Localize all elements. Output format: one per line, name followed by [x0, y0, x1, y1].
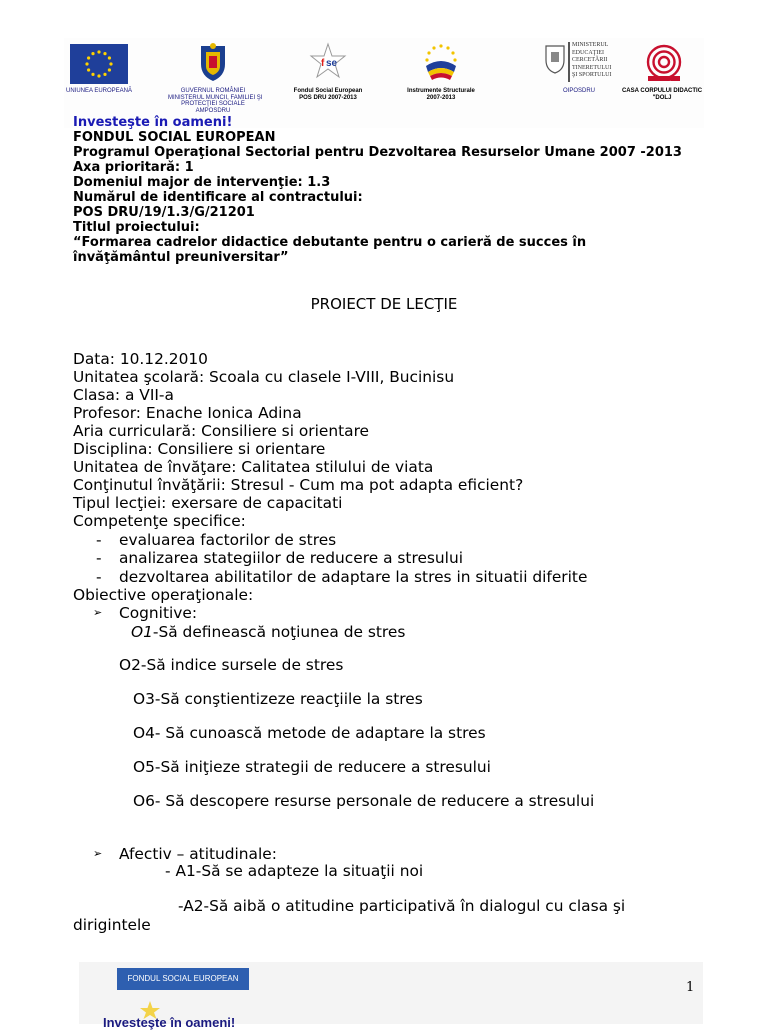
arrow-bullet-icon: ➢	[93, 606, 103, 619]
eu-caption: UNIUNEA EUROPEANĂ	[65, 88, 132, 94]
ccd-small-text: PROFESIONALISM ÎN EDUCAŢIE	[632, 80, 695, 85]
competence-item: dezvoltarea abilitatilor de adaptare la stres in situatii diferite	[119, 568, 588, 586]
header-project-label: Titlul proiectului:	[73, 220, 200, 235]
list-dash: -	[96, 531, 102, 549]
ministry-crest-logo	[544, 44, 566, 74]
detail-teacher: Profesor: Enache Ionica Adina	[73, 404, 302, 422]
objective-a2-line1: -A2-Să aibă o atitudine participativă în dialogul cu clasa şi	[178, 897, 626, 915]
objective-o1-code: O1	[131, 623, 153, 641]
objective-o6: O6- Să descopere resurse personale de reducere a stresului	[133, 792, 595, 810]
objective-o1	[131, 623, 405, 641]
competences-heading: Competenţe specifice:	[73, 512, 246, 530]
footer-fse-badge: FONDUL SOCIAL EUROPEAN	[117, 968, 249, 990]
ccd-caption: CASA CORPULUI DIDACTIC "DOLJ	[621, 88, 703, 101]
objective-o1-text: -Să definească noţiunea de stres	[152, 623, 406, 641]
detail-school: Unitatea şcolară: Scoala cu clasele I-VIII, Bucinisu	[73, 368, 455, 386]
competence-item: evaluarea factorilor de stres	[119, 531, 337, 549]
arrow-bullet-icon: ➢	[93, 847, 103, 860]
objective-o3: O3-Să conştientizeze reacţiile la stres	[133, 690, 423, 708]
detail-discipline: Disciplina: Consiliere si orientare	[73, 440, 326, 458]
objective-o4: O4- Să cunoască metode de adaptare la stres	[133, 724, 486, 742]
header-fund: FONDUL SOCIAL EUROPEAN	[73, 130, 276, 145]
instruments-caption: Instrumente Structurale 2007-2013	[407, 88, 475, 101]
competence-item: analizarea stategiilor de reducere a stresului	[119, 549, 463, 567]
objective-a2-line2: dirigintele	[73, 916, 151, 934]
footer-banner	[79, 962, 703, 1030]
objective-o5: O5-Să iniţieze strategii de reducere a stresului	[133, 758, 491, 776]
detail-lesson-type: Tipul lecţiei: exersare de capacitati	[73, 494, 343, 512]
slogan: Investeşte în oameni!	[73, 115, 233, 130]
fse-star-logo	[308, 42, 348, 80]
list-dash: -	[96, 568, 102, 586]
affective-label: Afectiv – atitudinale:	[119, 845, 277, 863]
structural-instruments-logo	[420, 42, 462, 82]
document-title: PROIECT DE LECŢIE	[310, 295, 458, 313]
cognitive-label: Cognitive:	[119, 604, 198, 622]
svg-text:f: f	[321, 58, 325, 69]
header-project-title-2: învăţământul preuniversitar”	[73, 250, 289, 265]
detail-date: Data: 10.12.2010	[73, 350, 208, 368]
oiposdru-caption: OIPOSDRU	[562, 88, 595, 94]
ccd-spiral-logo	[638, 42, 690, 82]
header-program: Programul Operaţional Sectorial pentru Dezvoltarea Resurselor Umane 2007 -2013	[73, 145, 682, 160]
list-dash: -	[96, 549, 102, 567]
footer-slogan: Investeşte în oameni!	[103, 1015, 236, 1030]
fse-caption: Fondul Social European POS DRU 2007-2013	[293, 88, 363, 101]
objectives-heading: Obiective operaţionale:	[73, 586, 254, 604]
page-number: 1	[686, 980, 695, 995]
government-caption: GUVERNUL ROMÂNIEI MINISTERUL MUNCII, FAMILIEI ŞI PROTECŢIEI SOCIALE AMPOSDRU	[168, 88, 263, 114]
ministry-name: MINISTERUL EDUCAŢIEI CERCETĂRII TINERETULUI ŞI SPORTULUI	[572, 42, 612, 78]
ministry-divider	[568, 42, 570, 82]
header-domain: Domeniul major de intervenţie: 1.3	[73, 175, 331, 190]
header-project-title-1: “Formarea cadrelor didactice debutante pentru o carieră de succes în	[73, 235, 587, 250]
objective-a1: - A1-Să se adapteze la situaţii noi	[165, 862, 424, 880]
eu-flag-logo	[70, 44, 128, 84]
detail-curricular-area: Aria curriculară: Consiliere si orientare	[73, 422, 370, 440]
detail-class: Clasa: a VII-a	[73, 386, 174, 404]
detail-learning-unit: Unitatea de învăţare: Calitatea stilului de viata	[73, 458, 434, 476]
svg-text:se: se	[326, 58, 338, 69]
romania-coat-of-arms-logo	[198, 42, 228, 82]
header-contract-label: Numărul de identificare al contractului:	[73, 190, 363, 205]
objective-o2: O2-Să indice sursele de stres	[119, 656, 344, 674]
header-axis: Axa prioritară: 1	[73, 160, 194, 175]
detail-content: Conţinutul învăţării: Stresul - Cum ma pot adapta eficient?	[73, 476, 524, 494]
header-contract-id: POS DRU/19/1.3/G/21201	[73, 205, 255, 220]
